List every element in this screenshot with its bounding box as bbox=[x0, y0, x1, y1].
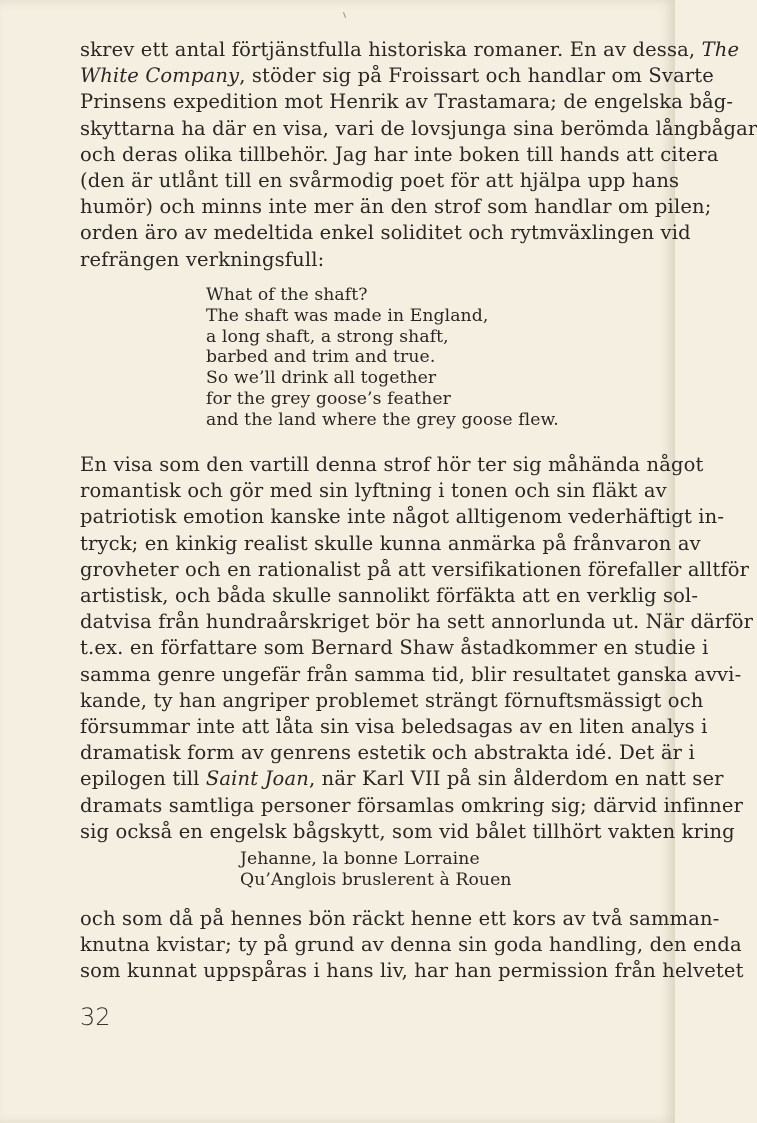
text-line: orden äro av medeltida enkel soliditet och rytmväxlingen vid bbox=[80, 221, 691, 245]
verse-line: Jehanne, la bonne Lorraine bbox=[240, 849, 480, 869]
verse-line: and the land where the grey goose flew. bbox=[206, 409, 559, 430]
text-line: och deras olika tillbehör. Jag har inte boken till hands att citera bbox=[80, 142, 719, 166]
text-line: White Company, stöder sig på Froissart och handlar om Svarte bbox=[80, 64, 714, 88]
text-line: dramats samtliga personer församlas omkring sig; därvid infinner bbox=[80, 793, 744, 817]
text-line: patriotisk emotion kanske inte något alltigenom vederhäftigt in- bbox=[80, 505, 725, 529]
work-title: Saint Joan bbox=[205, 767, 309, 791]
text-line: kande, ty han angriper problemet strängt förnuftsmässigt och bbox=[80, 688, 704, 712]
text-line: skyttarna ha där en visa, vari de lovsjunga sina berömda långbågar bbox=[80, 116, 757, 140]
text-line: refrängen verkningsfull: bbox=[80, 247, 325, 271]
text-line: t.ex. en författare som Bernard Shaw åstadkommer en studie i bbox=[80, 636, 709, 660]
print-speck bbox=[343, 12, 346, 18]
text-line: epilogen till Saint Joan, när Karl VII på sin ålderdom en natt ser bbox=[80, 767, 724, 791]
paragraph-3 bbox=[80, 906, 744, 985]
verse-line: So we’ll drink all together bbox=[206, 368, 437, 389]
paragraph-1 bbox=[80, 37, 757, 273]
text-line: knutna kvistar; ty på grund av denna sin goda handling, den enda bbox=[80, 933, 742, 957]
poem-stanza-french bbox=[240, 849, 512, 891]
text-line: Prinsens expedition mot Henrik av Trastamara; de engelska båg- bbox=[80, 90, 734, 114]
text-line: romantisk och gör med sin lyftning i tonen och sin fläkt av bbox=[80, 479, 667, 503]
text-line: dramatisk form av genrens estetik och abstrakta idé. Det är i bbox=[80, 741, 695, 765]
text-line: datvisa från hundraårskriget bör ha sett annorlunda ut. När därför bbox=[80, 610, 754, 634]
text-line: och som då på hennes bön räckt henne ett kors av två samman- bbox=[80, 907, 720, 930]
text-line: En visa som den vartill denna strof hör ter sig måhända något bbox=[80, 453, 704, 476]
verse-line: barbed and trim and true. bbox=[206, 347, 436, 368]
text-line: grovheter och en rationalist på att versifikationen förefaller alltför bbox=[80, 557, 750, 581]
verse-line: a long shaft, a strong shaft, bbox=[206, 326, 449, 347]
text-line: artistisk, och båda skulle sannolikt förfäkta att en verklig sol- bbox=[80, 584, 699, 608]
text-line: humör) och minns inte mer än den strof som handlar om pilen; bbox=[80, 195, 712, 219]
text-line: (den är utlånt till en svårmodig poet för att hjälpa upp hans bbox=[80, 169, 680, 193]
verse-line: What of the shaft? bbox=[206, 285, 368, 305]
verse-line: Qu’Anglois bruslerent à Rouen bbox=[240, 869, 512, 890]
text-line: samma genre ungefär från samma tid, blir resultatet ganska avvi- bbox=[80, 662, 742, 686]
text-line: sig också en engelsk bågskytt, som vid bålet tillhört vakten kring bbox=[80, 819, 735, 843]
verse-line: for the grey goose’s feather bbox=[206, 388, 451, 409]
text-line: försummar inte att låta sin visa beledsagas av en liten analys i bbox=[80, 715, 708, 739]
paragraph-2 bbox=[80, 452, 754, 845]
text-line: tryck; en kinkig realist skulle kunna anmärka på frånvaron av bbox=[80, 531, 701, 555]
poem-stanza-english bbox=[206, 285, 559, 431]
text-line: som kunnat uppspåras i hans liv, har han permission från helvetet bbox=[80, 959, 744, 983]
verse-line: The shaft was made in England, bbox=[206, 305, 489, 326]
text-line: skrev ett antal förtjänstfulla historiska romaner. En av dessa, The bbox=[80, 38, 740, 61]
page-number: 32 bbox=[80, 1003, 111, 1031]
